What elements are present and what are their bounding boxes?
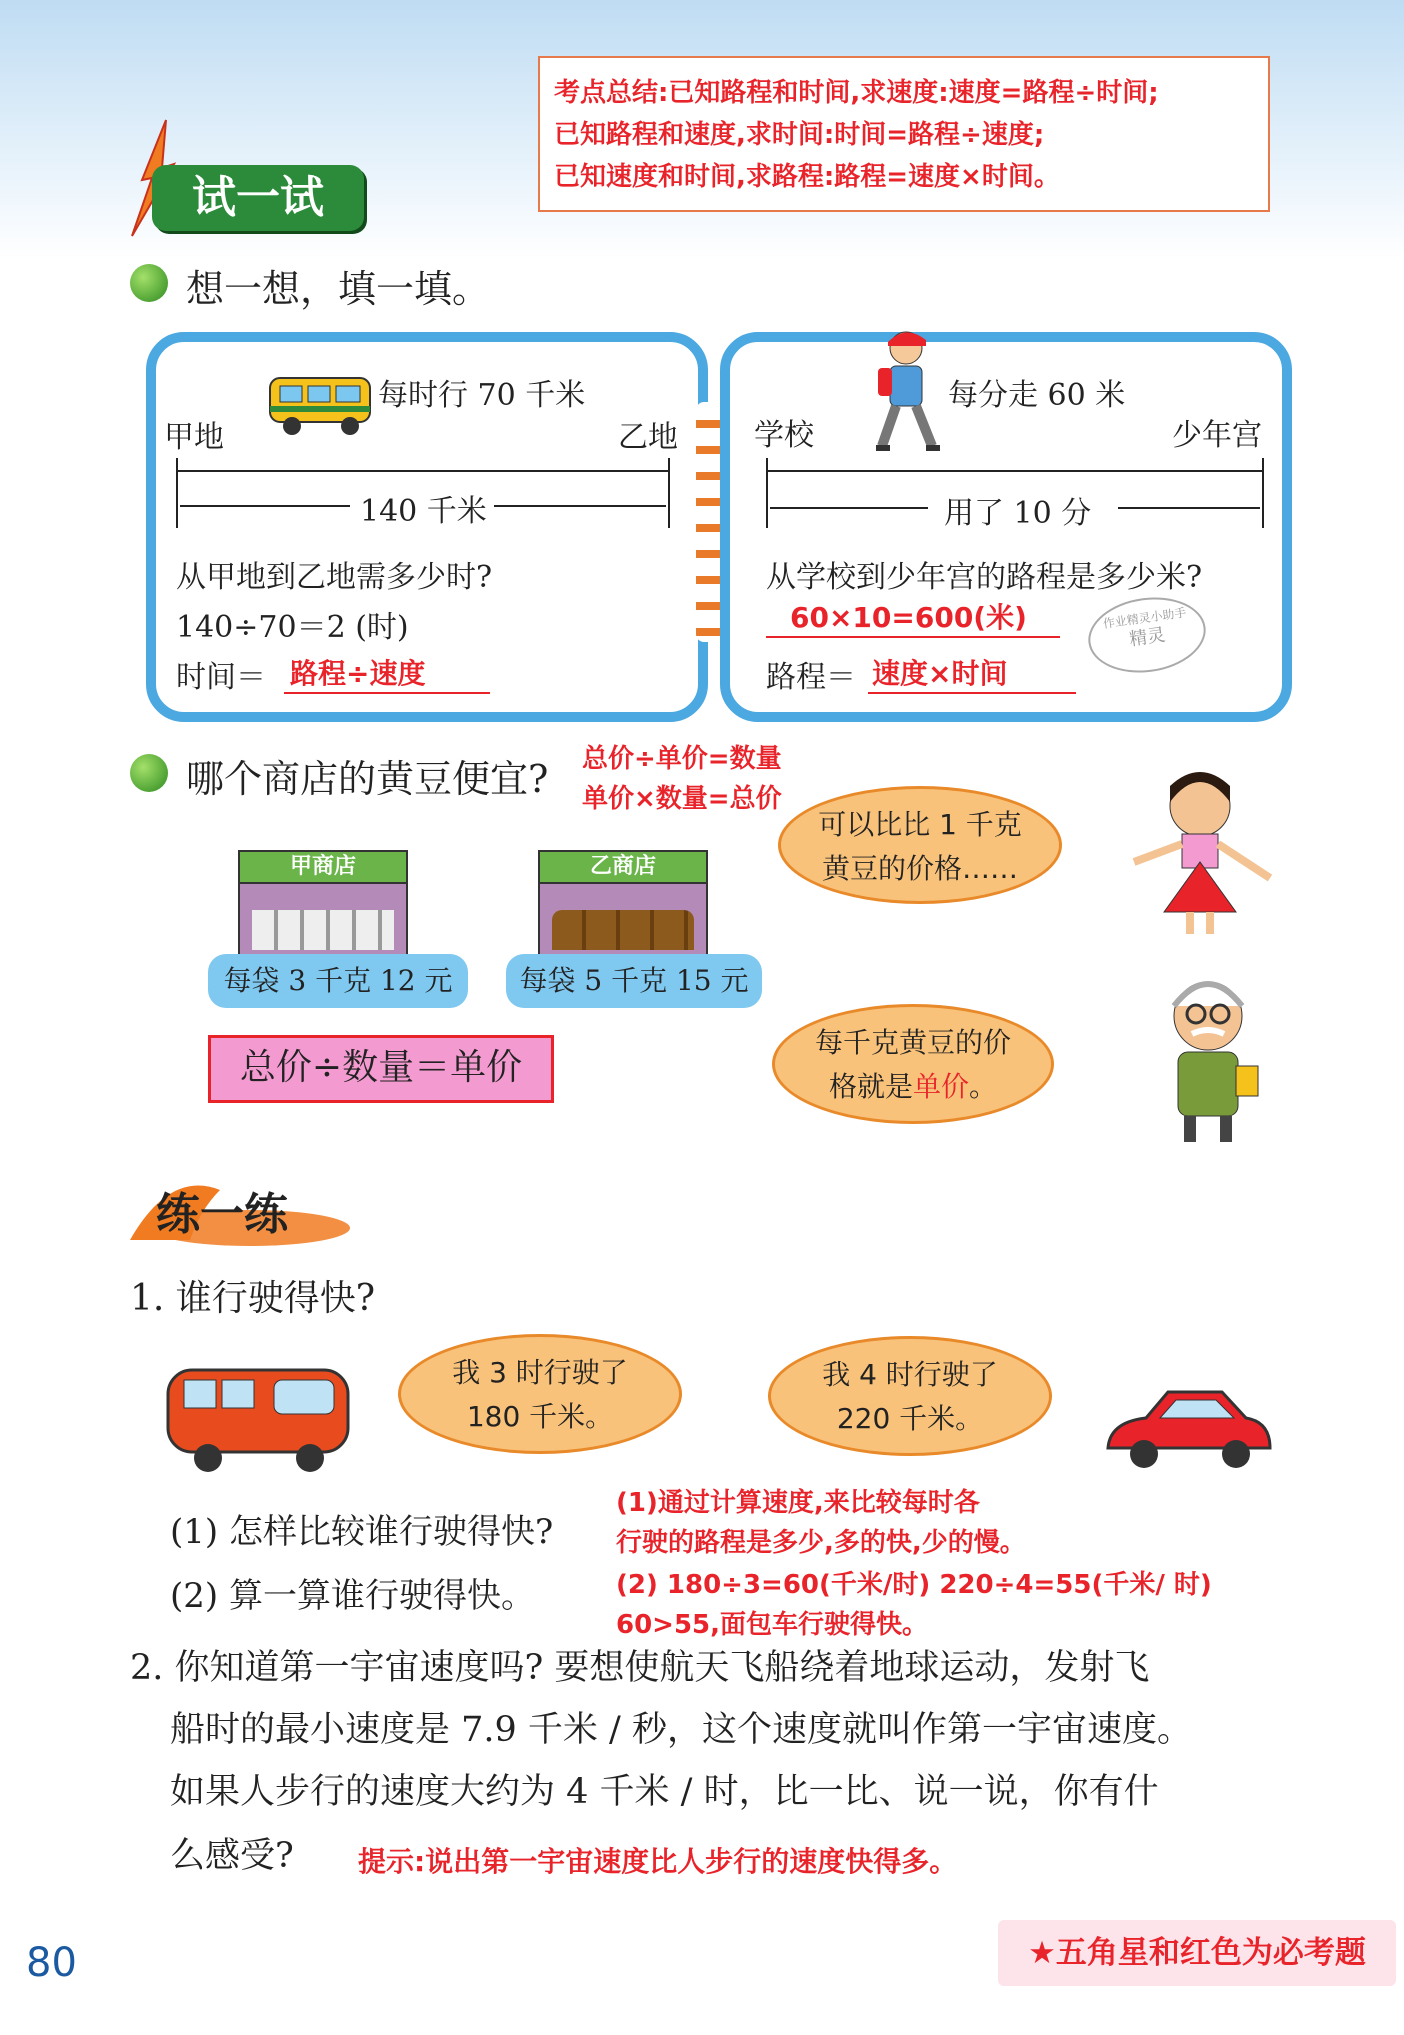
shop-b-sign: 乙商店 [538,850,708,884]
answer-1-2-line-2: 60>55,面包车行驶得快。 [616,1610,929,1640]
left-tick-end [668,458,670,528]
shop-b-price-tag: 每袋 5 千克 15 元 [506,954,762,1008]
left-arrow-line-a [180,505,350,507]
right-calc-answer: 60×10=600(米) [766,596,1060,638]
summary-line-3: 已知速度和时间,求路程:路程=速度×时间。 [554,162,1060,192]
red-car-icon [1098,1378,1278,1478]
hint-formula-2: 单价×数量=总价 [582,784,782,814]
shop-a-body [238,884,408,960]
girl-bubble-line-2: 黄豆的价格…… [821,852,1018,885]
van-bubble-line-2: 180 千米。 [466,1400,614,1433]
girl-bubble-line-1: 可以比比 1 千克 [818,808,1022,841]
red-van-icon [164,1362,354,1476]
car-bubble-line-2: 220 千米。 [836,1402,984,1435]
left-to-label: 乙地 [618,420,678,455]
try-badge: 试一试 [152,165,364,231]
green-bullet-icon [130,754,168,792]
left-arrow-line-b [494,505,666,507]
left-distance-label: 140 千米 [360,494,487,529]
question-1-2: (2) 算一算谁行驶得快。 [170,1576,535,1616]
question-1: 1. 谁行驶得快? [130,1278,376,1319]
practice-badge: 练一练 [156,1189,288,1240]
left-question: 从甲地到乙地需多少时? [176,560,493,595]
shop-a-sign: 甲商店 [238,850,408,884]
right-tick-end [1262,458,1264,528]
shop-b-body [538,884,708,960]
right-speed-label: 每分走 60 米 [948,378,1126,413]
question-2-line-4: 么感受? [170,1836,294,1876]
man-bubble-text: 格就是 [828,1070,913,1103]
left-calc: 140÷70＝2 (时) [176,610,409,645]
watermark-line-2: 精灵 [1128,624,1167,651]
question-2-line-1: 2. 你知道第一宇宙速度吗? 要想使航天飞船绕着地球运动，发射飞 [130,1648,1150,1688]
right-formula-answer: 速度×时间 [868,652,1076,694]
left-from-label: 甲地 [164,420,224,455]
bean-bags-a [252,910,394,950]
right-arrow-line-b [1118,507,1260,509]
watermark-line-1: 作业精灵小助手 [1102,605,1188,631]
shop-a-price-tag: 每袋 3 千克 12 元 [208,954,468,1008]
question-2-line-3: 如果人步行的速度大约为 4 千米 / 时，比一比、说一说，你有什 [170,1772,1159,1812]
car-speech-bubble [768,1336,1052,1456]
right-from-label: 学校 [754,418,814,453]
right-formula-prefix: 路程＝ [766,660,856,695]
green-bullet-icon [130,264,168,302]
man-bubble-line-2 [775,1065,1051,1109]
summary-line-1: 考点总结:已知路程和时间,求速度:速度=路程÷时间; [554,78,1159,108]
summary-box [538,56,1270,212]
car-bubble-line-1: 我 4 时行驶了 [822,1358,998,1391]
heading-which-shop: 哪个商店的黄豆便宜? [186,757,549,801]
bean-bags-b [552,910,694,950]
left-route-line [176,470,670,472]
question-1-1: (1) 怎样比较谁行驶得快? [170,1512,554,1552]
right-tick-start [766,458,768,528]
girl-icon [1120,762,1280,938]
summary-line-2: 已知路程和速度,求时间:时间=路程÷速度; [554,120,1045,150]
man-bubble-answer: 单价 [912,1070,969,1103]
question-2-line-2: 船时的最小速度是 7.9 千米 / 秒，这个速度就叫作第一宇宙速度。 [170,1710,1192,1750]
right-route-line [766,470,1264,472]
van-icon [266,372,376,438]
girl-speech-bubble [778,786,1062,904]
left-speed-label: 每时行 70 千米 [378,378,586,413]
left-formula-prefix: 时间＝ [176,660,266,695]
left-formula-answer: 路程÷速度 [284,652,490,694]
heading-think-fill: 想一想，填一填。 [186,267,491,311]
right-question: 从学校到少年宫的路程是多少米? [766,560,1203,595]
van-bubble-line-1: 我 3 时行驶了 [452,1356,628,1389]
right-time-label: 用了 10 分 [944,496,1092,531]
unit-price-formula-box: 总价÷数量＝单价 [208,1035,554,1103]
man-speech-bubble [772,1004,1054,1124]
hint-formula-1: 总价÷单价=数量 [582,744,782,774]
footer-note: ★五角星和红色为必考题 [998,1920,1396,1986]
grandpa-icon [1144,966,1274,1150]
answer-1-1-line-1: (1)通过计算速度,来比较每时各 [616,1488,980,1518]
left-tick-start [176,458,178,528]
man-bubble-end: 。 [969,1070,998,1103]
answer-1-1-line-2: 行驶的路程是多少,多的快,少的慢。 [616,1528,1026,1558]
right-arrow-line-a [770,507,928,509]
van-speech-bubble [398,1334,682,1454]
walking-boy-icon [868,328,944,458]
man-bubble-line-1: 每千克黄豆的价 [814,1026,1011,1059]
right-to-label: 少年宫 [1172,418,1262,453]
page-number: 80 [26,1940,77,1986]
answer-1-2-line-1: (2) 180÷3=60(千米/时) 220÷4=55(千米/ 时) [616,1570,1212,1600]
question-2-hint: 提示:说出第一宇宙速度比人步行的速度快得多。 [358,1845,958,1878]
